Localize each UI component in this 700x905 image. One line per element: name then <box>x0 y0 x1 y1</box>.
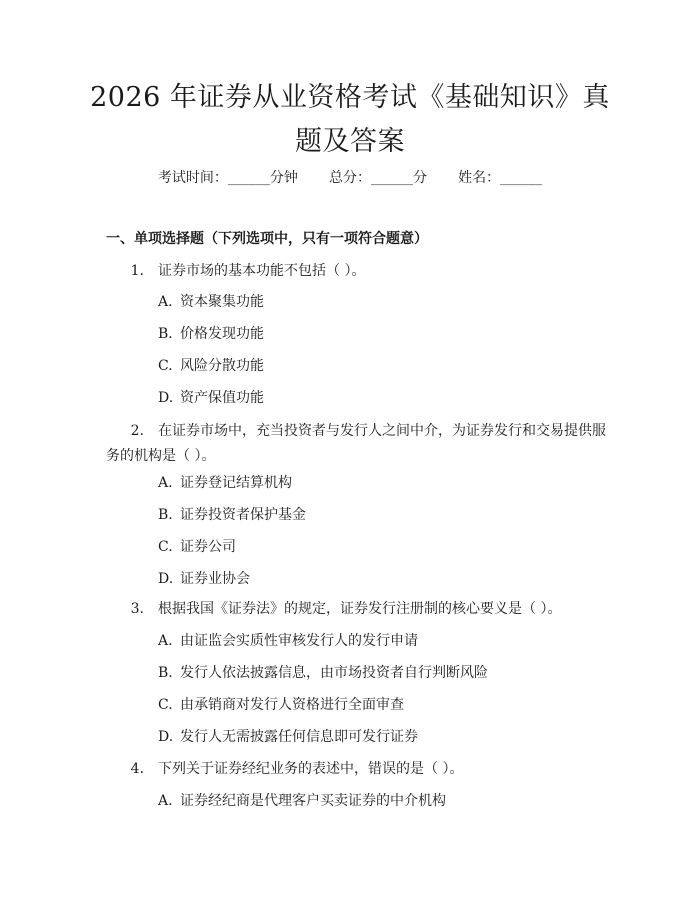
q3-option-a <box>158 631 418 651</box>
option-letter: D. <box>158 390 174 406</box>
question-line-2: 务的机构是（ ）。 <box>106 448 216 464</box>
option-text: 证券经纪商是代理客户买卖证券的中介机构 <box>180 793 446 809</box>
question-2 <box>106 419 606 469</box>
question-number: 1. <box>130 263 144 279</box>
section-heading: 一、单项选择题（下列选项中，只有一项符合题意） <box>106 231 428 247</box>
option-text: 证券登记结算机构 <box>180 475 292 491</box>
question-text: 证券市场的基本功能不包括（ ）。 <box>158 263 366 279</box>
time-blank: ______ <box>227 170 270 186</box>
option-letter: B. <box>158 665 173 681</box>
question-text: 下列关于证券经纪业务的表述中，错误的是（ ）。 <box>158 761 464 777</box>
time-unit: 分钟 <box>269 170 298 186</box>
score-blank: ______ <box>371 170 413 186</box>
question-number: 4. <box>130 761 144 777</box>
option-text: 发行人依法披露信息，由市场投资者自行判断风险 <box>180 665 488 681</box>
q3-option-b <box>158 663 488 683</box>
option-text: 由证监会实质性审核发行人的发行申请 <box>180 633 418 649</box>
option-letter: B. <box>158 326 173 342</box>
q1-option-b <box>158 324 264 344</box>
option-text: 价格发现功能 <box>180 326 264 342</box>
q3-option-c <box>158 695 404 715</box>
question-text: 在证券市场中，充当投资者与发行人之间中介，为证券发行和交易提供服 <box>158 423 606 439</box>
option-text: 发行人无需披露任何信息即可发行证券 <box>180 729 418 745</box>
q2-option-d <box>158 569 250 589</box>
q4-option-a <box>158 791 446 811</box>
question-1 <box>106 259 606 284</box>
time-label: 考试时间： <box>157 170 228 186</box>
option-letter: A. <box>158 793 173 809</box>
option-text: 证券投资者保护基金 <box>180 507 306 523</box>
name-blank: ______ <box>500 170 543 186</box>
q2-option-a <box>158 473 292 493</box>
q1-option-d <box>158 388 264 408</box>
option-text: 由承销商对发行人资格进行全面审查 <box>180 697 404 713</box>
q2-option-c <box>158 537 236 557</box>
option-text: 资本聚集功能 <box>180 294 264 310</box>
q1-option-a <box>158 292 264 312</box>
option-letter: D. <box>158 729 174 745</box>
question-line-1 <box>106 419 606 444</box>
question-3 <box>106 597 606 622</box>
option-text: 证券公司 <box>180 539 236 555</box>
option-letter: C. <box>158 539 173 555</box>
question-number: 2. <box>130 423 144 439</box>
option-letter: C. <box>158 697 173 713</box>
option-letter: B. <box>158 507 173 523</box>
option-letter: D. <box>158 571 174 587</box>
option-letter: C. <box>158 358 173 374</box>
name-label: 姓名： <box>458 170 501 186</box>
score-label: 总分： <box>329 170 371 186</box>
option-letter: A. <box>158 633 173 649</box>
q3-option-d <box>158 727 418 747</box>
score-unit: 分 <box>413 170 427 186</box>
exam-meta-line <box>0 168 700 188</box>
question-number: 3. <box>130 601 144 617</box>
document-title: 2026 年证券从业资格考试《基础知识》真题及答案 <box>90 82 610 157</box>
option-letter: A. <box>158 294 173 310</box>
option-text: 风险分散功能 <box>180 358 264 374</box>
option-letter: A. <box>158 475 173 491</box>
option-text: 资产保值功能 <box>180 390 264 406</box>
q2-option-b <box>158 505 306 525</box>
q1-option-c <box>158 356 264 376</box>
question-4 <box>106 757 606 782</box>
option-text: 证券业协会 <box>180 571 250 587</box>
question-text: 根据我国《证券法》的规定，证券发行注册制的核心要义是（ ）。 <box>158 601 562 617</box>
